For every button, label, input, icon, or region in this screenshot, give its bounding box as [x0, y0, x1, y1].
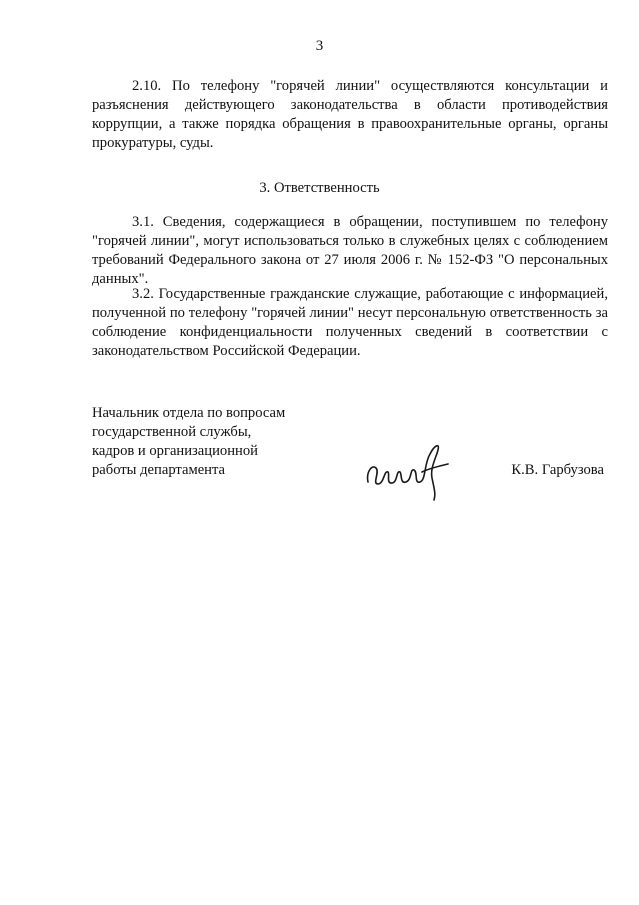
position-line: государственной службы,	[92, 424, 252, 440]
position-line: Начальник отдела по вопросам	[92, 405, 286, 421]
paragraph-2-10: 2.10. По телефону "горячей линии" осуществляются консультации и разъяснения действующего законодательства в области противодействия коррупции, а также порядка обращения в правоохранительные органы, органы прокуратуры, суды.	[92, 78, 608, 151]
handwritten-signature	[360, 424, 460, 504]
section-heading: 3. Ответственность	[259, 180, 380, 196]
paragraph-3-1: 3.1. Сведения, содержащиеся в обращении, поступившем по телефону "горячей линии", могут использоваться только в служебных целях с соблюдением требований Федерального закона от 27 июля 2006 г. № 152-ФЗ "О персональных данных".	[92, 214, 608, 287]
signatory-position	[92, 404, 332, 480]
signatory-name: К.В. Гарбузова	[511, 462, 604, 478]
paragraph-3-2: 3.2. Государственные гражданские служащие, работающие с информацией, полученной по телефону "горячей линии" несут персональную ответственность за соблюдение конфиденциальности полученных сведений в соответствии с законодательством Российской Федерации.	[92, 286, 608, 359]
position-line: работы департамента	[92, 462, 226, 478]
position-line: кадров и организационной	[92, 443, 258, 459]
page-number: 3	[315, 38, 324, 54]
signature-block	[92, 404, 612, 514]
